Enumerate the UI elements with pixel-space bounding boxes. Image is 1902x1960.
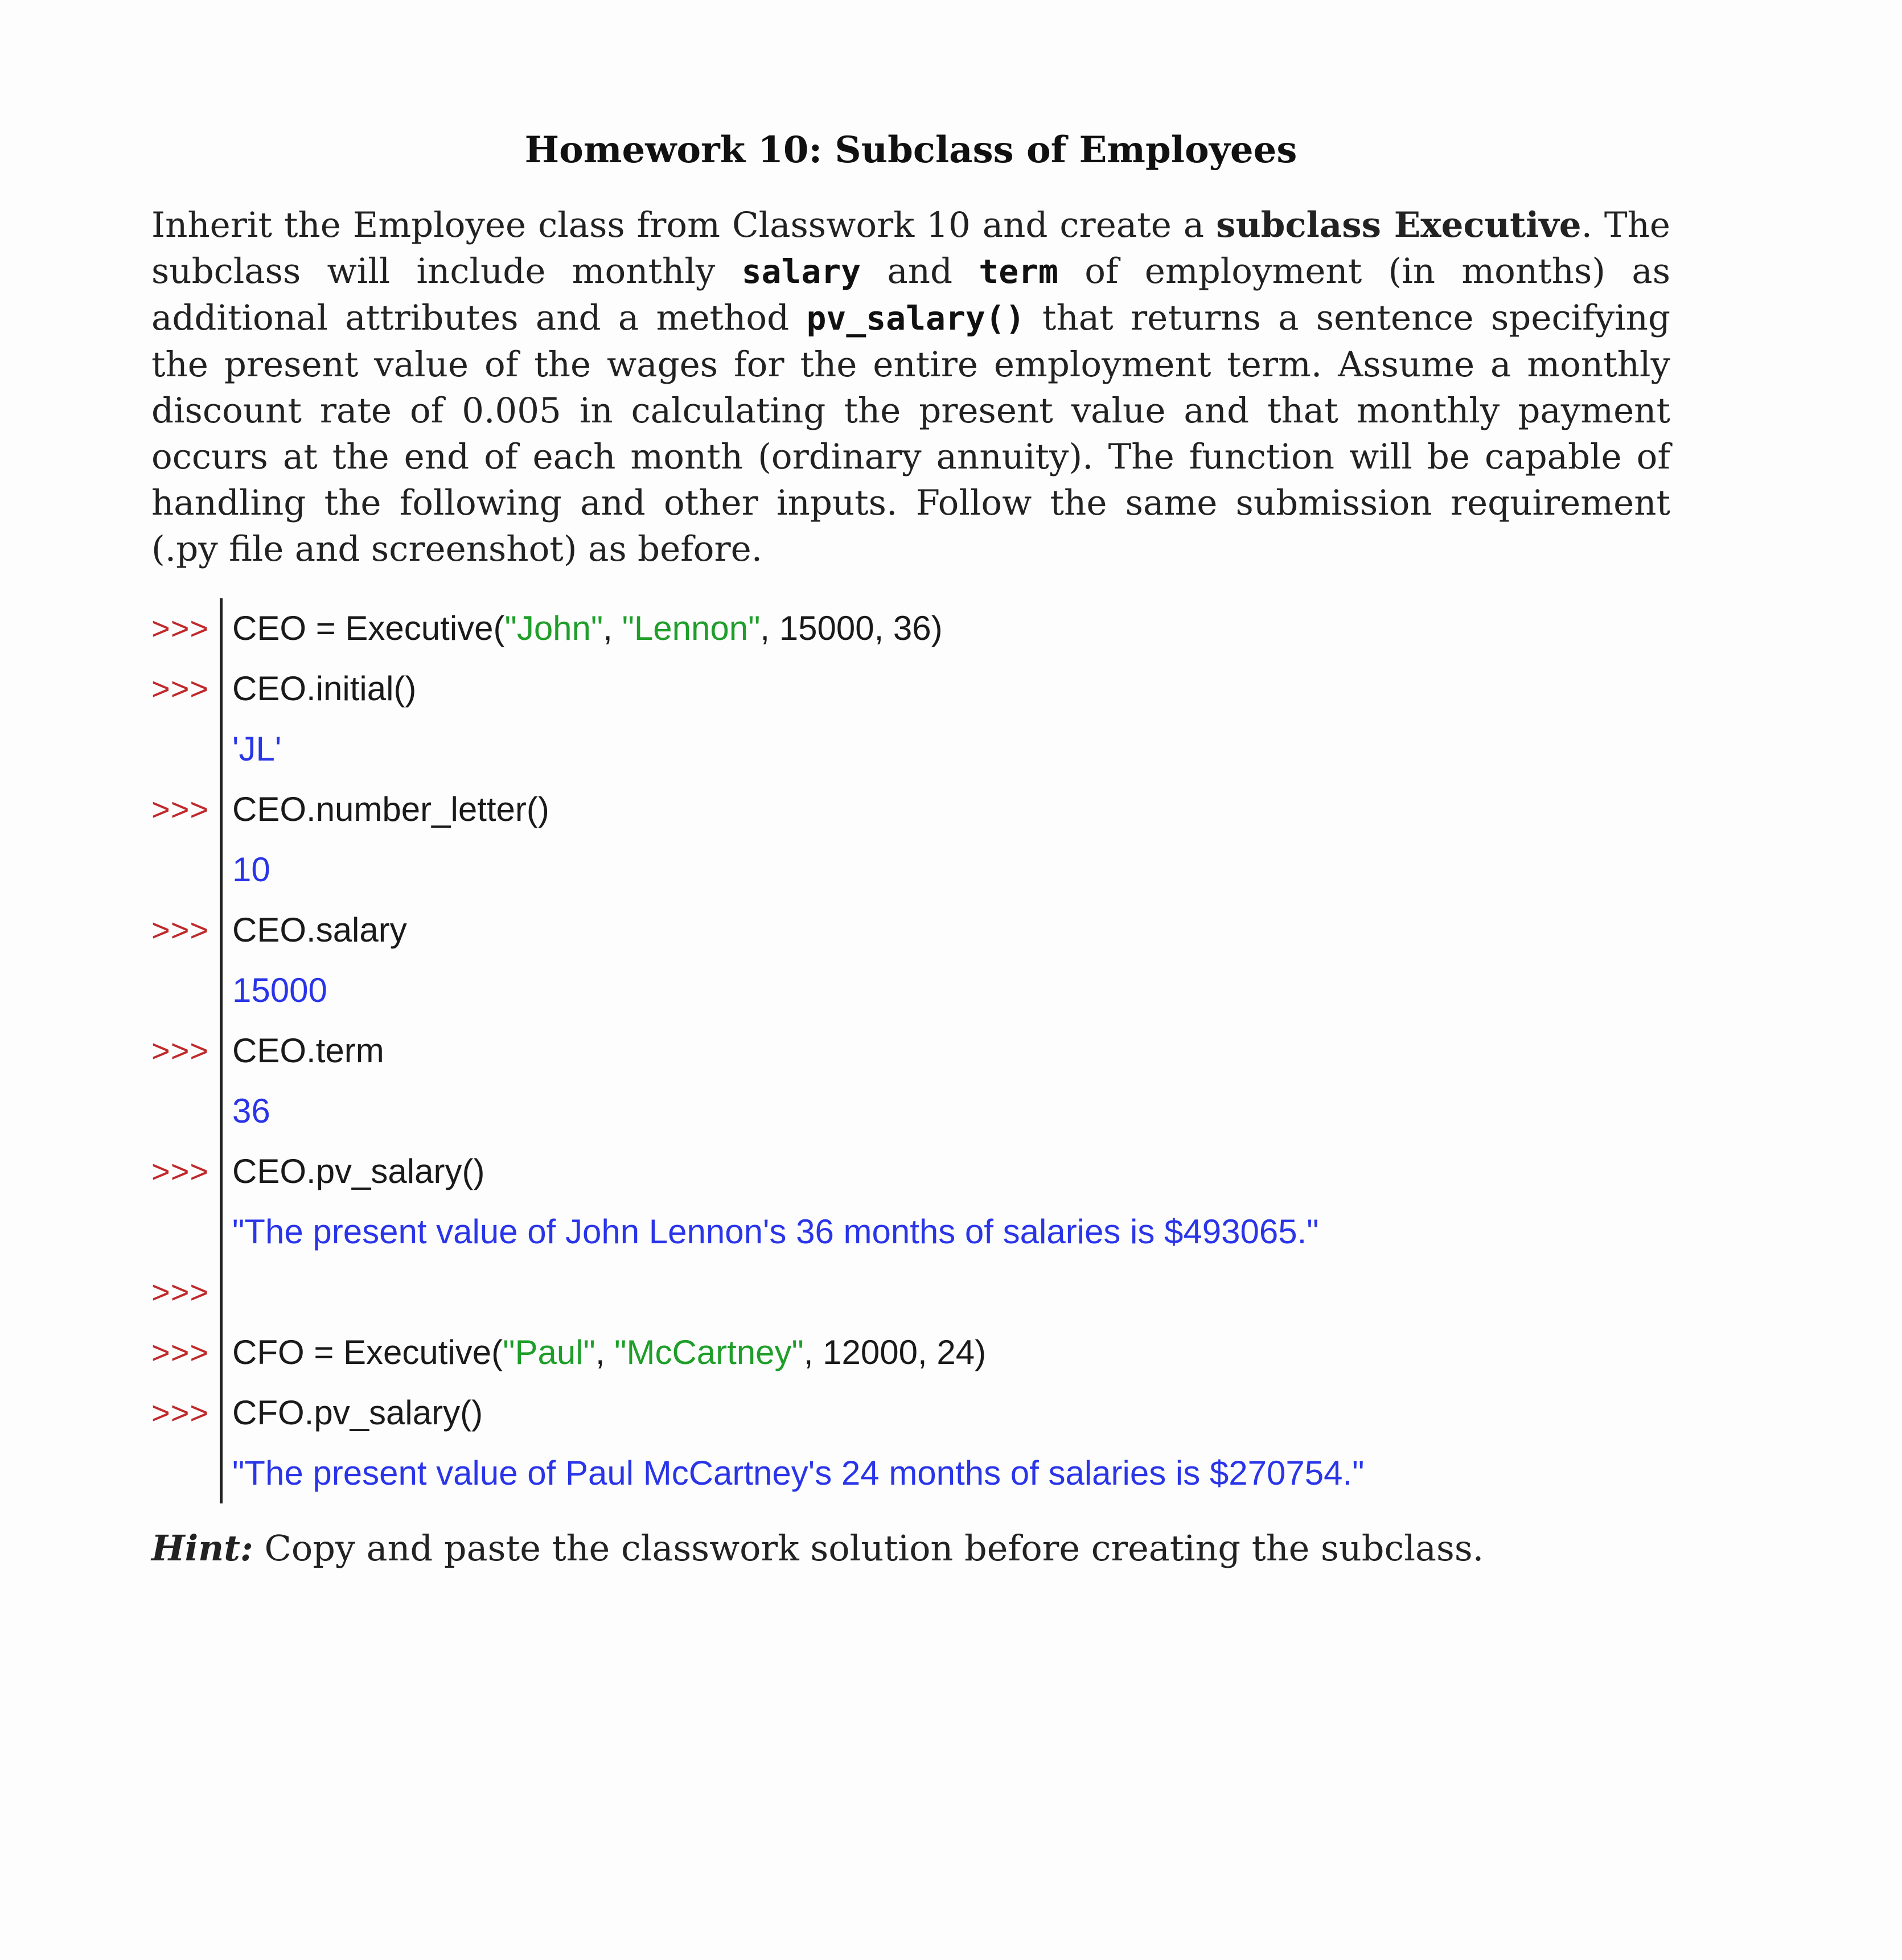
code-part: , — [595, 1333, 615, 1372]
code-part: , 12000, 24) — [803, 1333, 987, 1372]
console-prompt: >>> — [151, 791, 209, 828]
console-output-line — [151, 960, 1670, 1021]
console-output: "The present value of John Lennon's 36 months of salaries is $493065." — [232, 1213, 1319, 1251]
code-part: , 15000, 36) — [760, 609, 943, 648]
console-prompt: >>> — [151, 610, 209, 647]
intro-text-5: that returns a sentence specifying the present value of the wages for the entire employment term. Assume a monthly discount rate of 0.005 in calculating the present value and that monthly payment occurs at the end of each month (ordinary annuity). The function will be capable of handling the following and other inputs. Follow the same submission requirement (.py file and screenshot) as before. — [151, 297, 1670, 569]
intro-text-4: of employment (in months) as additional attributes and a method — [151, 250, 1670, 338]
console-code — [220, 609, 943, 648]
console-prompt: >>> — [151, 1334, 209, 1371]
console-code: CEO.term — [232, 1032, 384, 1070]
console-input-line — [151, 1322, 1670, 1383]
intro-text-2: . The subclass will include monthly — [151, 204, 1670, 291]
console-code: CFO.pv_salary() — [232, 1394, 483, 1432]
page-title: Homework 10: Subclass of Employees — [524, 129, 1297, 171]
code-part: , — [603, 609, 622, 648]
hint-label: Hint: — [151, 1527, 253, 1569]
console-output: 'JL' — [232, 730, 282, 769]
console-prompt: >>> — [151, 1395, 209, 1431]
console-output: 36 — [232, 1092, 270, 1131]
console-input-line — [151, 659, 1670, 719]
code-part: CFO = Executive( — [232, 1333, 503, 1372]
console-input-line — [151, 1383, 1670, 1443]
console-input-line — [151, 598, 1670, 659]
python-console-example — [151, 598, 1670, 1503]
intro-text-3: and — [861, 250, 979, 291]
string-literal: "McCartney" — [614, 1333, 804, 1372]
code-method: pv_salary() — [806, 298, 1025, 338]
hint-paragraph — [151, 1526, 1670, 1571]
homework-page — [151, 129, 1670, 1605]
string-literal: "Paul" — [503, 1333, 595, 1372]
console-empty-line — [151, 1262, 1670, 1322]
console-output-line — [151, 1443, 1670, 1503]
console-input-line — [151, 1021, 1670, 1081]
console-divider — [220, 598, 223, 1503]
code-part: CEO = Executive( — [232, 609, 505, 648]
console-output: 15000 — [232, 971, 327, 1010]
hint-text: Copy and paste the classwork solution before creating the subclass. — [253, 1527, 1484, 1569]
console-code: CEO.salary — [232, 911, 407, 950]
string-literal: "John" — [504, 609, 603, 648]
console-prompt: >>> — [151, 1153, 209, 1190]
console-output: 10 — [232, 850, 270, 889]
console-output-line — [151, 719, 1670, 779]
console-prompt: >>> — [151, 1274, 209, 1310]
console-input-line — [151, 1141, 1670, 1202]
intro-text-1: Inherit the Employee class from Classwork 10 and create a — [151, 204, 1217, 245]
console-prompt: >>> — [151, 671, 209, 707]
console-code — [220, 1333, 986, 1372]
console-input-line — [151, 900, 1670, 960]
code-salary: salary — [741, 252, 861, 291]
console-code: CEO.initial() — [232, 669, 417, 708]
console-code: CEO.number_letter() — [232, 790, 549, 829]
console-prompt: >>> — [151, 912, 209, 948]
intro-paragraph — [151, 202, 1670, 572]
console-output-line — [151, 1202, 1670, 1262]
console-output-line — [151, 1081, 1670, 1141]
console-output-line — [151, 840, 1670, 900]
console-output: "The present value of Paul McCartney's 24 months of salaries is $270754." — [232, 1454, 1365, 1493]
intro-bold-subclass: subclass Executive — [1216, 204, 1581, 245]
console-input-line — [151, 779, 1670, 840]
code-term: term — [979, 252, 1058, 291]
console-code: CEO.pv_salary() — [232, 1152, 485, 1191]
string-literal: "Lennon" — [622, 609, 761, 648]
console-prompt: >>> — [151, 1033, 209, 1069]
